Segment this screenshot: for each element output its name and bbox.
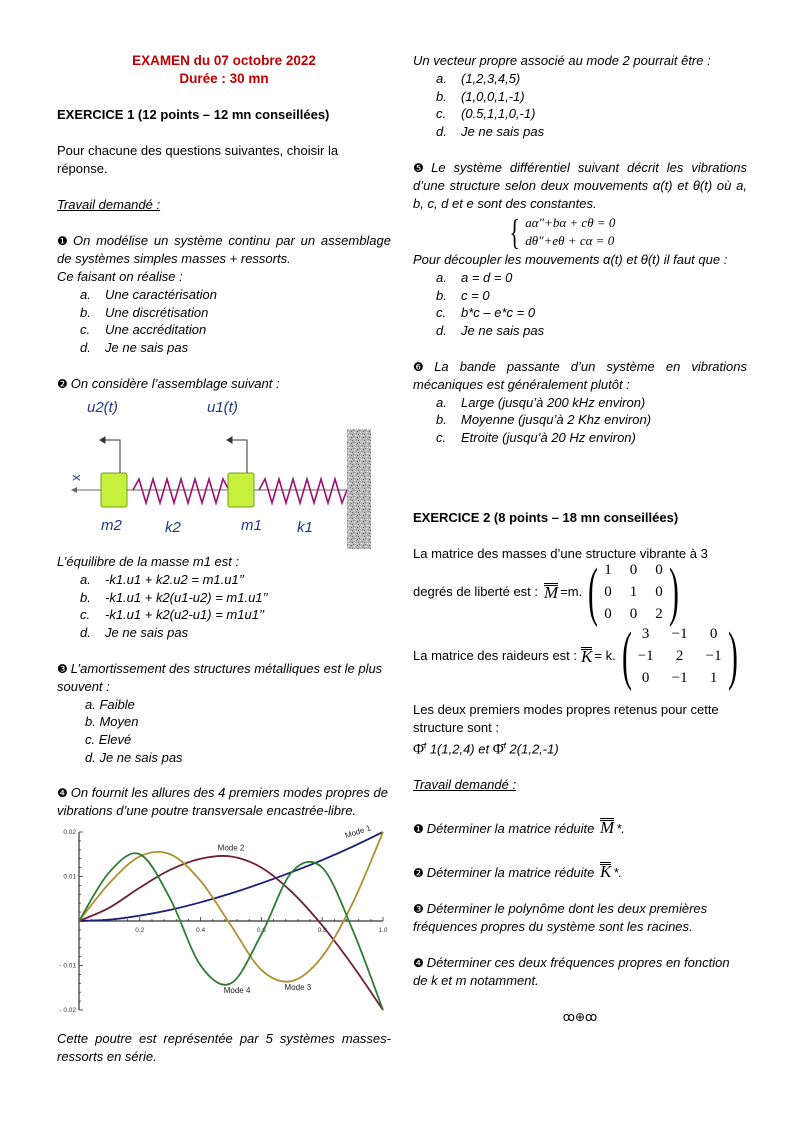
- stiffness-matrix-cell-1-0: −1: [637, 647, 654, 664]
- stiffness-matrix-cell-0-2: 0: [709, 625, 718, 642]
- stiffness-matrix-cell-2-0: 0: [641, 669, 650, 686]
- option[interactable]: b. Une discrétisation: [80, 304, 209, 320]
- option[interactable]: b. -k1.u1 + k2(u1-u2) = m1.u1’’: [80, 589, 268, 605]
- option[interactable]: c. Elevé: [85, 732, 132, 748]
- mass-matrix-label: degrés de liberté est :: [413, 584, 539, 600]
- option[interactable]: b. Moyen: [85, 714, 139, 730]
- system-brace: {: [509, 211, 520, 252]
- task-2: ❷ Déterminer la matrice réduite K *.: [413, 862, 623, 882]
- q4-text: ❹ On fournit les allures des 4 premiers modes propres de vibrations d’une poutre transversale encastrée-libre.: [57, 785, 388, 819]
- stiffness-matrix-cell-1-1: 2: [675, 647, 684, 664]
- mass-matrix-row: [413, 554, 747, 628]
- x-label: x: [68, 474, 83, 481]
- q4-text2: Cette poutre est représentée par 5 systèmes masses-ressorts en série.: [57, 1031, 391, 1065]
- q4-options: [413, 70, 747, 141]
- left-column: [57, 52, 391, 1066]
- mass-m2: [101, 473, 127, 507]
- y-tick-label: 0.02: [63, 829, 76, 837]
- m1-label: m1: [241, 516, 262, 534]
- q2-text: ❷ On considère l’assemblage suivant :: [57, 375, 280, 391]
- mass-matrix-cell-1-0: 0: [604, 583, 612, 600]
- fixed-wall: [347, 429, 371, 549]
- modes-vectors: Φ̄$^t$ 1(1,2,4) et Φ̄$^t$ 2(1,2,-1): [413, 740, 559, 758]
- mass-matrix-cell-0-2: 0: [655, 561, 663, 578]
- k2-label: k2: [165, 518, 181, 536]
- stiffness-factor: = k.: [594, 648, 616, 664]
- u1-label: u1(t): [207, 398, 238, 416]
- q3-options: [57, 696, 391, 767]
- annotation-mode-4: Mode 4: [223, 986, 251, 996]
- option[interactable]: d. Je ne sais pas: [436, 322, 545, 338]
- q5-text: ❺ Le système différentiel suivant décrit les vibrations d’une structure selon deux mouvements α(t) et θ(t) où a, b, c, d et e sont des constantes.: [413, 159, 747, 211]
- q5-text2: Pour découpler les mouvements α(t) et θ(t) il faut que :: [413, 251, 728, 267]
- phi-symbol-1: Φ̄: [413, 741, 424, 758]
- mass-matrix-cell-0-1: 0: [629, 561, 638, 578]
- task-3: ❸ Déterminer le polynôme dont les deux premières fréquences propres du système sont les racines.: [413, 901, 708, 935]
- mass-matrix-cell-1-2: 0: [655, 583, 663, 600]
- task2-symbol: K: [600, 862, 612, 882]
- x-tick-label: 0.2: [135, 927, 145, 935]
- stiffness-matrix-cell-2-1: −1: [671, 669, 688, 686]
- option[interactable]: c. b*c – e*c = 0: [436, 305, 536, 321]
- mass-factor: =m.: [560, 584, 583, 600]
- exam-duration: Durée : 30 mn: [179, 71, 269, 86]
- annotation-mode-2: Mode 2: [217, 844, 245, 854]
- option[interactable]: b. Moyenne (jusqu’à 2 Khz environ): [436, 412, 652, 428]
- stiffness-matrix-cell-2-2: 1: [709, 669, 718, 686]
- q3-number: ❸: [57, 661, 68, 676]
- k1-label: k1: [297, 518, 313, 536]
- mass-matrix-cell-2-0: 0: [604, 605, 612, 622]
- option[interactable]: d. Je ne sais pas: [80, 624, 189, 640]
- stiffness-matrix-cell-1-2: −1: [705, 647, 722, 664]
- q1-text2: Ce faisant on réalise :: [57, 269, 183, 284]
- q3-text: ❸ L’amortissement des structures métalliques est le plus souvent :: [57, 660, 383, 694]
- q6-options: [413, 394, 747, 447]
- q1-options: [57, 286, 391, 357]
- q4-text3: Un vecteur propre associé au mode 2 pourrait être :: [413, 53, 711, 68]
- mode2-vector: 2(1,2,-1): [509, 741, 559, 757]
- mode1-vector: 1(1,2,4) et: [429, 741, 490, 757]
- stiffness-matrix: ( 3 −1 0 −1 2 −1 0 −1 1 ): [621, 618, 738, 692]
- option[interactable]: c. Etroite (jusqu’à 20 Hz environ): [436, 430, 636, 446]
- q1-text: ❶ On modélise un système continu par un assemblage de systèmes simples masses + ressorts.: [57, 233, 392, 266]
- q6-number: ❻: [413, 359, 432, 374]
- option[interactable]: d. Je ne sais pas: [436, 124, 545, 140]
- m2-label: m2: [101, 516, 122, 534]
- task-4: ❹ Déterminer ces deux fréquences propres en fonction de k et m notamment.: [413, 955, 730, 989]
- right-column: [413, 52, 747, 1026]
- option[interactable]: d. Je ne sais pas: [85, 749, 183, 765]
- option[interactable]: d. Je ne sais pas: [80, 340, 189, 356]
- q1-number: ❶: [57, 234, 70, 248]
- mass-m1: [228, 473, 254, 507]
- option[interactable]: a. Large (jusqu’à 200 kHz environ): [436, 394, 646, 410]
- modes-chart: [57, 822, 391, 1018]
- q2-options: [57, 571, 391, 642]
- q5-number: ❺: [413, 160, 429, 175]
- y-tick-label: 0.01: [63, 873, 76, 881]
- option[interactable]: b. c = 0: [436, 287, 490, 303]
- u1-arrow: [227, 437, 247, 473]
- x-tick-label: 1.0: [378, 927, 388, 935]
- differential-system: [506, 213, 747, 251]
- stiffness-matrix-symbol: K: [581, 647, 593, 667]
- exam-title: EXAMEN du 07 octobre 2022: [132, 53, 316, 68]
- mass-matrix: ( 1 0 0 0 1 0 0 0 2 ): [588, 554, 679, 628]
- y-tick-label: - 0.01: [59, 962, 76, 970]
- mass-matrix-symbol: M: [544, 583, 559, 603]
- stiffness-matrix-row: [413, 618, 747, 692]
- exercise2-heading: EXERCICE 2 (8 points – 18 mn conseillées): [413, 509, 679, 525]
- u2-label: u2(t): [87, 398, 118, 416]
- option[interactable]: c. (0.5,1,1,0,-1): [436, 106, 536, 122]
- mass-matrix-intro: La matrice des masses d’une structure vibrante à 3: [413, 545, 708, 561]
- q2-text2: L’équilibre de la masse m1 est :: [57, 553, 240, 569]
- modes-text: Les deux premiers modes propres retenus pour cette structure sont :: [413, 701, 719, 735]
- q5-options: [413, 269, 747, 340]
- task1-symbol: M: [600, 818, 615, 838]
- stiffness-matrix-label: La matrice des raideurs est :: [413, 648, 578, 664]
- work-label-2: Travail demandé :: [413, 777, 517, 793]
- option[interactable]: b. (1,0,0,1,-1): [436, 88, 525, 104]
- q2-number: ❷: [57, 376, 68, 391]
- mass-matrix-cell-2-2: 2: [655, 605, 663, 622]
- mass-matrix-cell-2-1: 0: [629, 605, 638, 622]
- equation-2: dθ"+eθ + cα = 0: [525, 232, 615, 248]
- phi-symbol-2: Φ̄: [492, 741, 504, 758]
- u2-arrow: [100, 437, 120, 473]
- mass-matrix-cell-0-0: 1: [604, 561, 612, 578]
- exercise1-heading: EXERCICE 1 (12 points – 12 mn conseillées): [57, 107, 330, 122]
- stiffness-matrix-cell-0-0: 3: [641, 625, 650, 642]
- option[interactable]: c. -k1.u1 + k2(u2-u1) = m1u1’’: [80, 607, 265, 623]
- y-tick-label: - 0.02: [59, 1007, 76, 1015]
- x-tick-label: 0.6: [256, 927, 266, 935]
- task-1: ❶ Déterminer la matrice réduite M *.: [413, 818, 625, 838]
- q4-number: ❹: [57, 786, 68, 801]
- x-tick-label: 0.4: [196, 927, 206, 935]
- equation-1: aα"+bα + cθ = 0: [525, 214, 616, 230]
- spring-k1: [259, 479, 347, 503]
- spring-k2: [133, 479, 229, 503]
- stiffness-matrix-cell-0-1: −1: [671, 625, 688, 642]
- option[interactable]: a. -k1.u1 + k2.u2 = m1.u1’’: [80, 571, 244, 587]
- option[interactable]: a. a = d = 0: [436, 269, 513, 285]
- annotation-mode-1: Mode 1: [343, 823, 372, 841]
- q6-text: ❻ La bande passante d’un système en vibrations mécaniques est généralement plutôt :: [413, 358, 747, 392]
- option[interactable]: a. Faible: [85, 696, 135, 712]
- option[interactable]: a. (1,2,3,4,5): [436, 71, 521, 86]
- option[interactable]: c. Une accréditation: [80, 322, 207, 338]
- option[interactable]: a. Une caractérisation: [80, 287, 217, 302]
- annotation-mode-3: Mode 3: [284, 983, 312, 993]
- exercise1-intro: Pour chacune des questions suivantes, choisir la réponse.: [57, 143, 339, 176]
- mass-matrix-cell-1-1: 1: [629, 583, 638, 600]
- end-ornament: ꝏ⊕ꝏ: [562, 1010, 598, 1025]
- mass-spring-diagram: [57, 395, 391, 553]
- x-tick-label: 0.8: [317, 927, 327, 935]
- work-label-1: Travail demandé :: [57, 197, 161, 212]
